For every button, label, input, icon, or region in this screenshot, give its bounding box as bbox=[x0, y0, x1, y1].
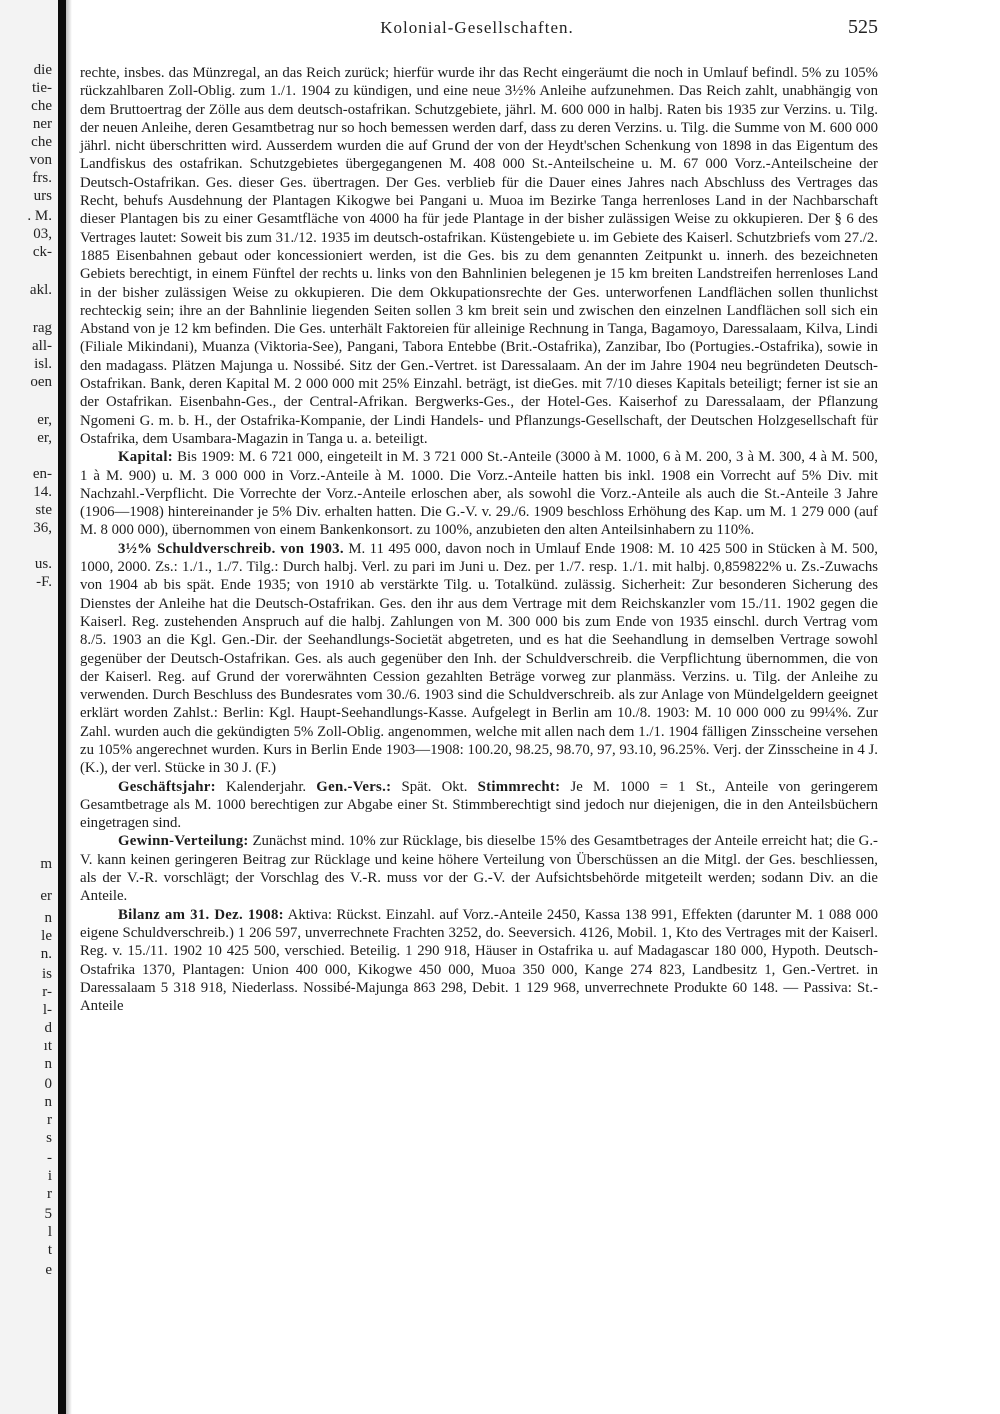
paragraph-text: Aktiva: Rückst. Einzahl. auf Vorz.-Anteile 2450, Kassa 138 991, Effekten (darunter M. 1 088 000 eigene Schuldverschreib.) 1 206 597, unverrechnete Frachten 3252, do. Seeversich. 4126, Mobil. 1, Kto des Vertrages mit der Kaiserl. Reg. v. 15./11. 1902 10 425 500, verschied. Beteilig. 1 290 918, Häuser in Ostafrika u. auf Madagascar 180 000, Hypoth. Deutsch-Ostafrika 1370, Plantagen: Union 400 000, Kikogwe 450 000, Muoa 350 000, Kange 274 823, Landbesitz 1, Gen.-Vertret. in Daressalaam 5 318 918, Niederlass. Nossibé-Majunga 863 298, Debit. 1 129 968, unverrechnete Produkte 60 148. — Passiva: St.-Anteile bbox=[80, 906, 878, 1015]
adjacent-page-fragment: urs bbox=[33, 188, 52, 204]
adjacent-page-fragment: en- bbox=[32, 466, 52, 482]
paragraph-text: Spät. Okt. bbox=[391, 778, 478, 795]
adjacent-page-fragment: i bbox=[47, 1168, 52, 1184]
adjacent-page-fragment: frs. bbox=[32, 170, 52, 186]
adjacent-page-fragment: die bbox=[33, 62, 52, 78]
section-heading: Stimmrecht: bbox=[477, 778, 561, 795]
adjacent-page-fragment: r- bbox=[42, 984, 52, 1000]
page-body bbox=[80, 64, 878, 1015]
adjacent-page-fragment: l- bbox=[42, 1002, 52, 1018]
adjacent-page-fragment: oen bbox=[30, 374, 52, 390]
adjacent-page-fragment: rag bbox=[32, 320, 52, 336]
adjacent-page-fragment: ck- bbox=[32, 244, 52, 260]
adjacent-page-fragment: n. bbox=[40, 946, 52, 962]
page-number: 525 bbox=[848, 16, 878, 38]
adjacent-page-fragment: r bbox=[47, 1112, 52, 1128]
adjacent-page-fragment: che bbox=[31, 134, 52, 150]
adjacent-page-fragment: ste bbox=[35, 502, 52, 518]
paragraph-text: Je M. 1000 = 1 St., Anteile von geringerem Gesamtbetrage als M. 1000 berechtigen zur Abgabe einer St. Stimmberechtigt sind jedoch nur diejenigen, die in den Anteilsbüchern eingetragen sind. bbox=[80, 778, 879, 832]
adjacent-page-fragment: er, bbox=[37, 412, 52, 428]
paragraph-text: Zunächst mind. 10% zur Rücklage, bis dieselbe 15% des Gesamtbetrages der Anteile erreicht hat; die G.-V. kann keinen geringeren Beitrag zur Rücklage und keine höhere Verteilung von Überschüssen an die Mitgl. der Ges. beschliessen, als der V.-R. vorschlägt; der Vorschlag des V.-R. muss vor der G.-V. der Aufsichtsbehörde mitgeteilt werden; sodann Div. an die Anteile. bbox=[80, 833, 878, 905]
section-heading: Bilanz am 31. Dez. 1908: bbox=[118, 906, 284, 923]
adjacent-page-fragment: is bbox=[41, 966, 52, 982]
binding-gutter bbox=[58, 0, 66, 1414]
paragraph-schuldverschreibungen bbox=[80, 540, 878, 778]
adjacent-page-fragment: che bbox=[31, 98, 52, 114]
adjacent-page-fragment: n bbox=[44, 910, 52, 926]
section-heading: Kapital: bbox=[118, 449, 174, 466]
section-heading: Gen.-Vers.: bbox=[316, 778, 392, 795]
adjacent-page-fragment: le bbox=[41, 928, 52, 944]
paragraph-text: rechte, insbes. das Münzregal, an das Reich zurück; hierfür wurde ihr das Recht eingeräumt die noch in Umlauf befindl. 5% zu 105% rückzahlbaren Zoll-Oblig. zum 1./1. 1904 zu kündigen, und eine neue 3½% Anleihe aufzunehmen. Das Reich zahlt, unabhängig von dem Bruttoertrag der Zölle aus dem deutsch-ostafrikan. Schutzgebiete, jährl. M. 600 000 in halbj. Raten bis 1935 zur Verzins. u. Tilg. der neuen Anleihe, deren Gesamtbetrag nur so hoch bemessen werden darf, dass zu deren Verzins. u. Tilg. die Summe von M. 600 000 jährl. nicht überschritten wird. Ausserdem wurden die auf Grund der von der Heydt'schen Schenkung von 1898 in das Eigentum des Landfiskus des ostafrikan. Schutzgebietes übergegangenen M. 408 000 St.-Anteilscheine u. M. 67 000 Vorz.-Anteilscheine der Deutsch-Ostafrikan. Ges. dieser Ges. übertragen. Der Ges. verblieb für die Dauer eines Jahres nach Abschluss des Vertrages das Recht, behufs Ausdehnung der Plantagen Kikogwe bei Pangani u. Muoa im Bezirke Tanga herrenloses Land in der Nachbarschaft dieser Plantagen bis zu einer Gesamtfläche von 4000 ha für jede Plantage in der bisher zulässigen Weise zu okkupieren. Der § 6 des Vertrages lautet: Soweit bis zum 31./12. 1935 im deutsch-ostafrikan. Küstengebiete u. im Gebiete des Kaiserl. Schutzbriefs vom 27./2. 1885 Eisenbahnen gebaut oder koncessioniert werden, ist die Ges. bis zu dem genannten Zeitpunkt u. innerh. des bezeichneten Gebiets berechtigt, in einem Fünftel der rechts u. links von den Bahnlinien belegenen je 15 km breiten Landstreifen herrenloses Land in der bisher zulässigen Weise zu okkupieren. Die dem Okkupationsrechte der Ges. unterworfenen Landflächen sollen thunlichst rechteckig sein; ihre an der Bahnlinie liegenden Seiten sollen 3 km breit sein und zwischen den einzelnen Landflächen soll sich ein Abstand von je 12 km befinden. Die Ges. unterhält Faktoreien für alleinige Rechnung in Tanga, Bagamoyo, Daressalaam, Kilva, Lindi (Filiale Mikindani), Muanza (Viktoria-See), Pangani, Tabora Entebbe (Brit.-Ostafrika), Zanzibar, Ibo (Portugies.-Ostafrika), sowie in den madagass. Plätzen Majunga u. Nossibé. Sitz der Gen.-Vertret. ist Daressalaam. An der im Jahre 1904 neu begründeten Deutsch-Ostafrikan. Bank, deren Kapital M. 2 000 000 mit 25% Einzahl. beträgt, ist dieGes. mit 7/10 dieses Kapitals beteiligt; ferner ist sie an der Ostafrikan. Eisenbahn-Ges., der Central-Afrikan. Bergwerks-Ges., der Hotel-Ges. Kaiserhof zu Daressalaam, der Pflanzung Ngomeni G. m. b. H., der Ostafrika-Kompanie, der Lindi Handels- und Pflanzungs-Gesellschaft, der Deutschen Holzgesellschaft für Ostafrika, dem Usambara-Magazin in Tanga u. a. beteiligt. bbox=[80, 65, 878, 447]
adjacent-page-fragment: -F. bbox=[36, 574, 52, 590]
paragraph-text: Kalenderjahr. bbox=[215, 778, 317, 795]
adjacent-page-fragment: e bbox=[45, 1262, 52, 1278]
adjacent-page-strip bbox=[0, 0, 58, 1414]
section-heading: Gewinn-Verteilung: bbox=[118, 833, 249, 850]
adjacent-page-fragment: er, bbox=[37, 430, 52, 446]
paragraph-gewinn-verteilung bbox=[80, 832, 878, 905]
section-heading: 3½% Schuldverschreib. von 1903. bbox=[118, 540, 344, 557]
adjacent-page-fragment: n bbox=[44, 1094, 52, 1110]
adjacent-page-fragment: m bbox=[40, 856, 52, 872]
adjacent-page-fragment: 5 bbox=[44, 1206, 52, 1222]
adjacent-page-fragment: 14. bbox=[33, 484, 52, 500]
adjacent-page-fragment: us. bbox=[34, 556, 52, 572]
adjacent-page-fragment: l bbox=[47, 1224, 52, 1240]
section-heading: Geschäftsjahr: bbox=[118, 778, 216, 795]
adjacent-page-fragment: d bbox=[44, 1020, 52, 1036]
adjacent-page-fragment: von bbox=[29, 152, 52, 168]
adjacent-page-fragment: ner bbox=[32, 116, 52, 132]
paragraph-text: Bis 1909: M. 6 721 000, eingeteilt in M. 3 721 000 St.-Anteile (3000 à M. 1000, 6 à M. 200, 3 à M. 300, 4 à M. 500, 1 à M. 900) u. M. 3 000 000 in Vorz.-Anteile à M. 1000. Die Vorz.-Anteile hatten bis inkl. 1908 ein Vorrecht auf 5% Div. mit Nachzahl.-Verpflicht. Die Vorrechte der Vorz.-Anteile erloschen aber, als sowohl die Vorz.-Anteile als auch die St.-Anteile 3 Jahre (1906—1908) hintereinander je 5% Div. erhalten hatten. Die G.-V. v. 29./6. 1909 beschloss Erhöhung des Kap. um M. 1 279 000 (auf M. 8 000 000), übernommen von einem Bankenkonsort. zu 100%, anzubieten den alten Anteilsinhabern zu 110%. bbox=[80, 449, 878, 539]
adjacent-page-fragment: - bbox=[47, 1150, 52, 1166]
adjacent-page-fragment: isl. bbox=[34, 356, 52, 372]
paragraph-text: M. 11 495 000, davon noch in Umlauf Ende 1908: M. 10 425 500 in Stücken à M. 500, 1000, 2000. Zs.: 1./1., 1./7. Tilg.: Durch halbj. Verl. zu pari im Juni u. Dez. per 1./7. resp. 1./1. mit halbj. 0,859822% u. Zs.-Zuwachs von 1904 ab bis spät. Ende 1935; von 1910 ab verstärkte Tilg. u. Totalkünd. zulässig. Sicherheit: Zur besonderen Sicherung des Dienstes der Anleihe hat die Deutsch-Ostafrikan. Ges. den ihr aus dem Vertrage mit dem Reichskanzler vom 15./11. 1902 gegen die Kaiserl. Reg. zustehenden Anspruch auf die halbj. Zahlungen von M. 300 000 bis zum Ende von 1935 einschl. durch Vertrag vom 8./5. 1903 an die Kgl. Gen.-Dir. der Seehandlungs-Societät abgetreten, und es hat die Seehandlung in demselben Vertrage sowohl gegenüber der Deutsch-Ostafrikan. Ges. als auch gegenüber den Inh. der Schuldverschreib. die Verpflichtung übernommen, die von der Kaiserl. Reg. auf Grund der vorerwähnten Cession gezahlten Beträge vorweg zur planmäss. Verzins. u. Tilg. der Anleihe zu verwenden. Durch Beschluss des Bundesrates vom 30./6. 1903 sind die Schuldverschreib. als zur Anlage von Mündelgeldern geeignet erklärt worden Zahlst.: Berlin: Kgl. Haupt-Seehandlungs-Kasse. Aufgelegt in Berlin am 10./8. 1903: M. 10 000 000 zu 99¼%. Zur Zahl. wurden auch die gekündigten 5% Zoll-Oblig. angenommen, welche mit allen nach dem 1./1. 1904 fälligen Zinsscheine versehen zu 105% angerechnet wurden. Kurs in Berlin Ende 1903—1908: 100.20, 98.25, 98.70, 97, 93.10, 96.25%. Verj. der Zinsscheine in 4 J. (K.), der verl. Stücke in 30 J. (F.) bbox=[80, 540, 878, 777]
adjacent-page-fragment: t bbox=[47, 1242, 52, 1258]
adjacent-page-fragment: . M. bbox=[27, 208, 52, 224]
gutter-shadow bbox=[66, 0, 72, 1414]
adjacent-page-fragment: tie- bbox=[32, 80, 52, 96]
adjacent-page-fragment: 36, bbox=[33, 520, 52, 536]
adjacent-page-fragment: n bbox=[44, 1056, 52, 1072]
paragraph-geschaeftsjahr bbox=[80, 778, 878, 833]
adjacent-page-fragment: all- bbox=[32, 338, 52, 354]
adjacent-page-fragment: s bbox=[46, 1130, 52, 1146]
adjacent-page-fragment: ıt bbox=[43, 1038, 52, 1054]
paragraph-concession-rights bbox=[80, 64, 878, 448]
adjacent-page-fragment: r bbox=[47, 1186, 52, 1202]
page-header bbox=[76, 18, 878, 44]
adjacent-page-fragment: 03, bbox=[33, 226, 52, 242]
adjacent-page-fragment: akl. bbox=[29, 282, 52, 298]
running-title: Kolonial-Gesellschaften. bbox=[380, 18, 574, 37]
adjacent-page-fragment: er bbox=[40, 888, 52, 904]
paragraph-kapital bbox=[80, 448, 878, 539]
paragraph-bilanz bbox=[80, 906, 878, 1016]
adjacent-page-fragment: 0 bbox=[44, 1076, 52, 1092]
